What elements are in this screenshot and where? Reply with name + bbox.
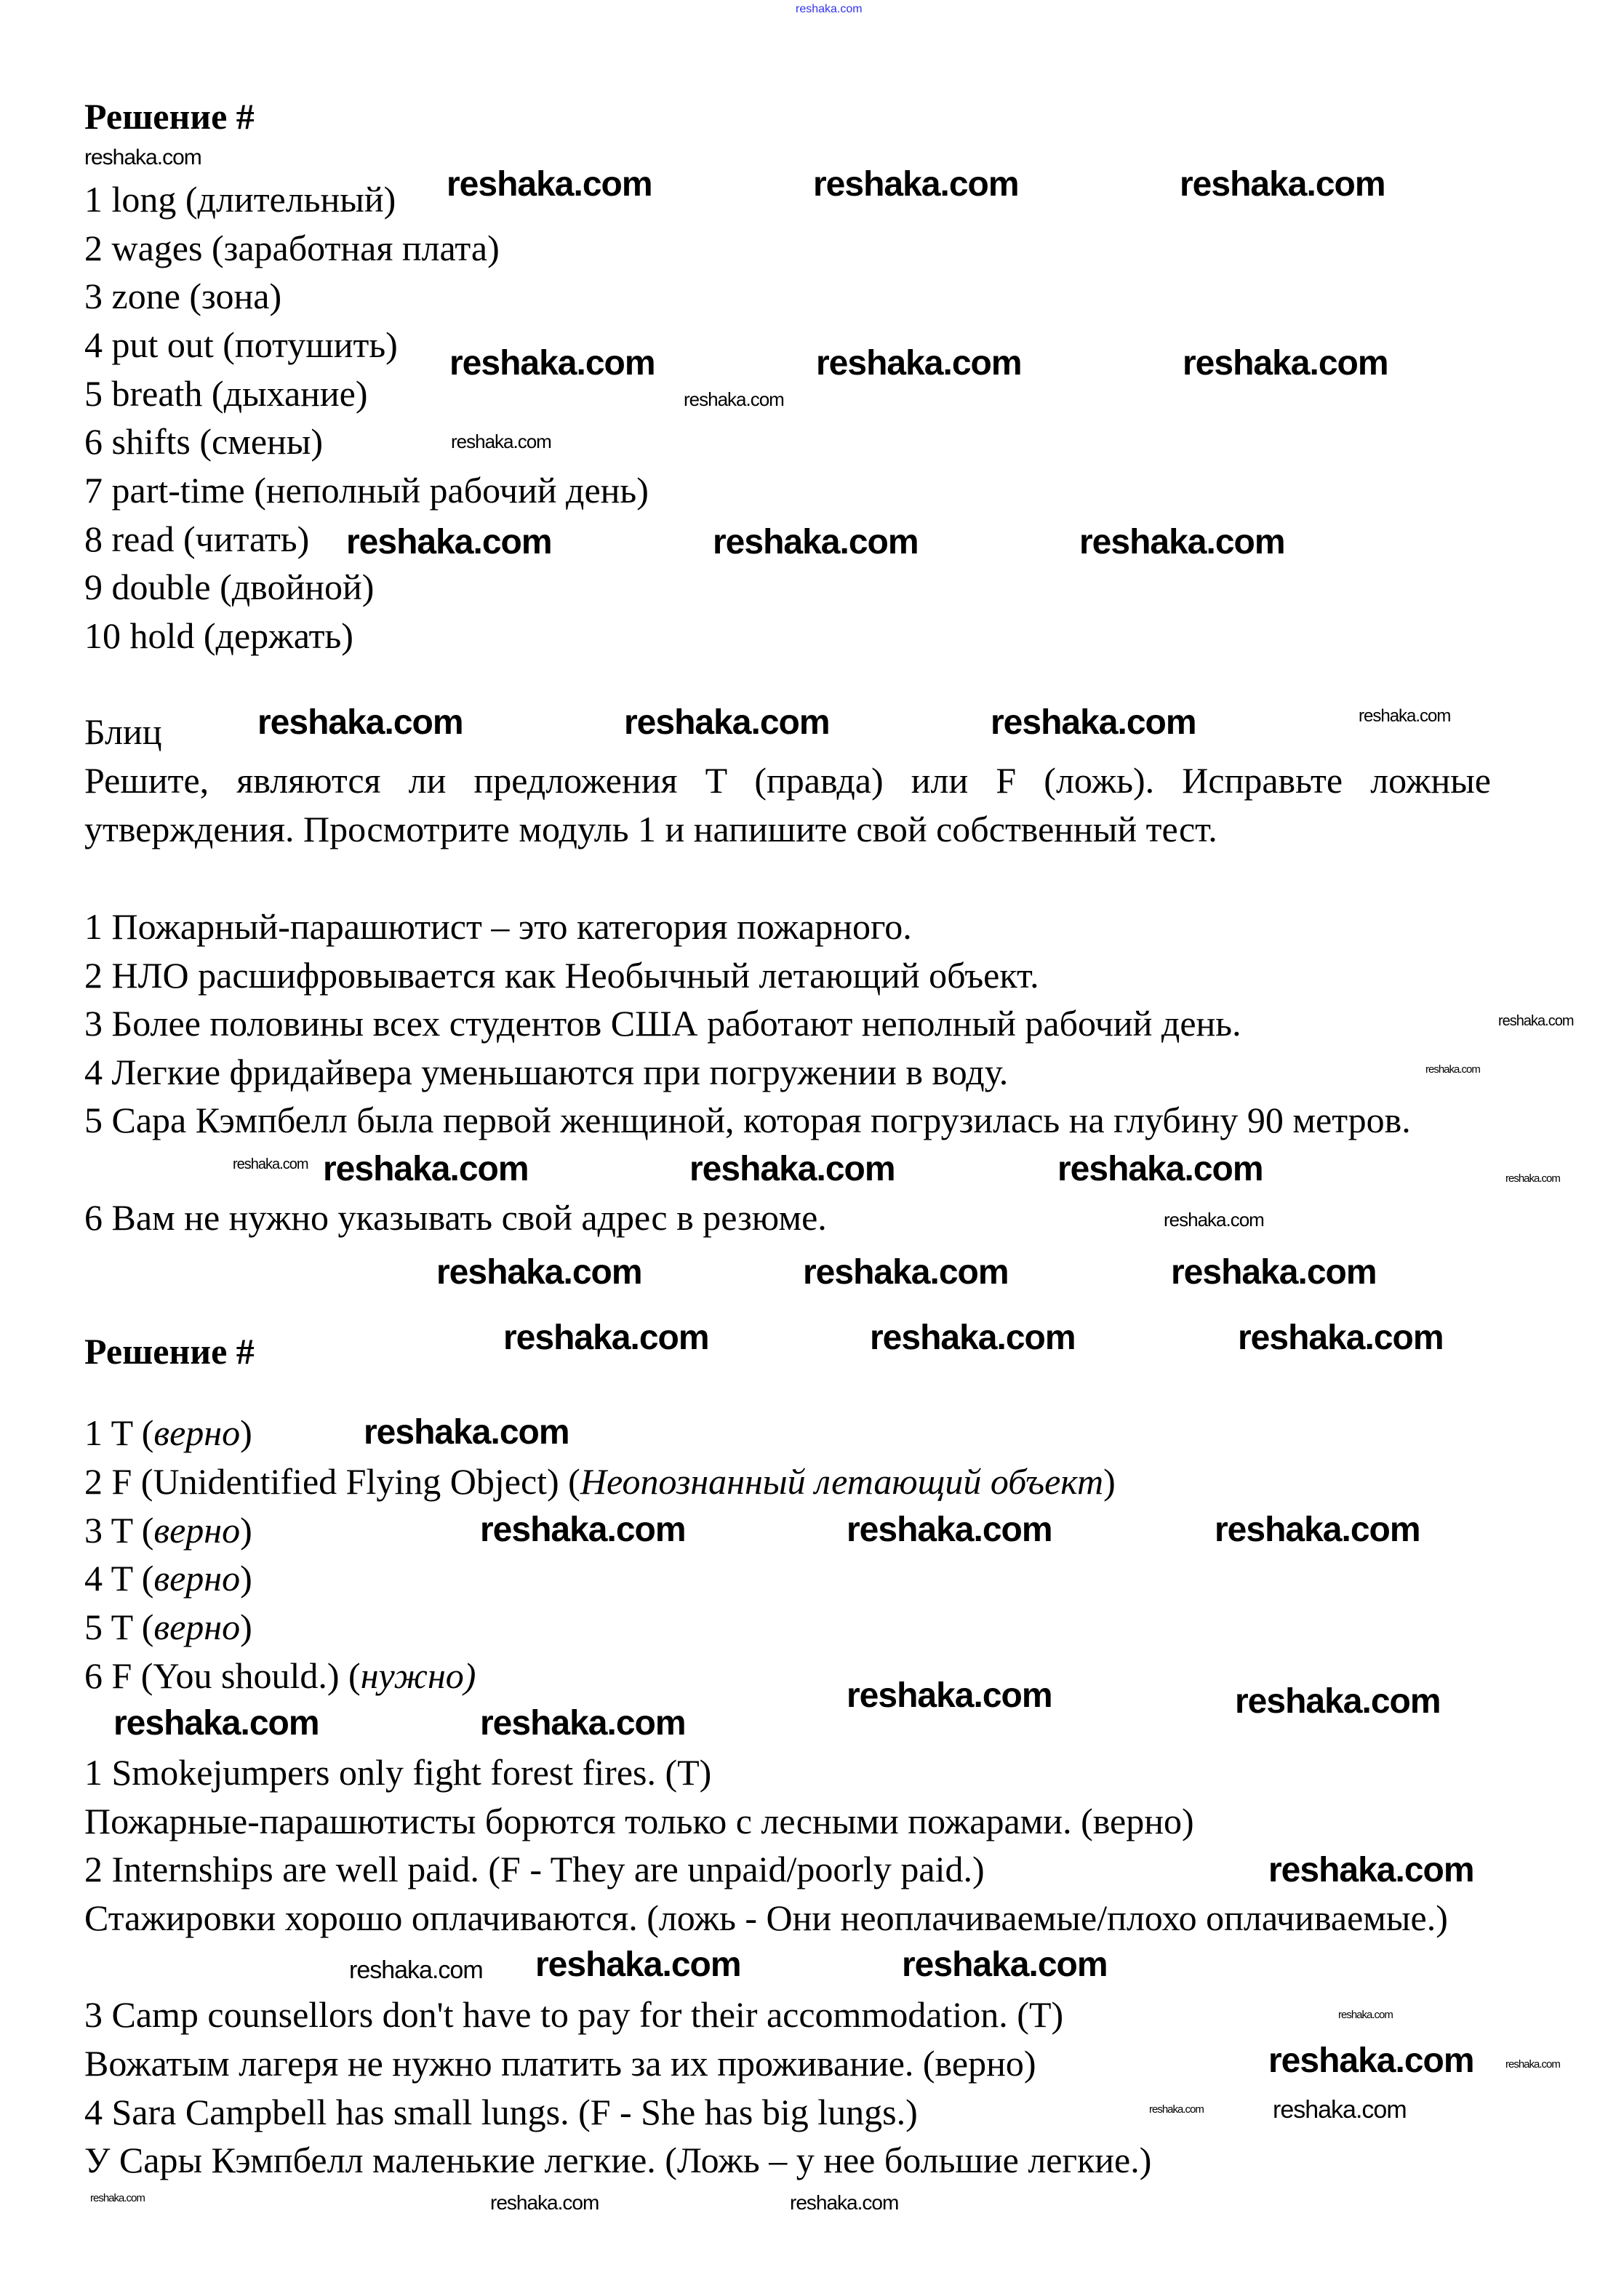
test-line: У Сары Кэмпбелл маленькие легкие. (Ложь – у нее большие легкие.) bbox=[84, 2140, 1152, 2180]
answer-end: ) bbox=[240, 1510, 252, 1551]
answer-line bbox=[84, 1460, 1116, 1503]
watermark: reshaka.com bbox=[1338, 2009, 1393, 2021]
answer-line bbox=[84, 1556, 252, 1600]
watermark: reshaka.com bbox=[1505, 1172, 1560, 1185]
test-line: 4 Sara Campbell has small lungs. (F - She has big lungs.) bbox=[84, 2092, 918, 2132]
watermark: reshaka.com bbox=[1183, 344, 1388, 383]
watermark: reshaka.com bbox=[1268, 1851, 1474, 1889]
answer-line: 4 put out (потушить) bbox=[84, 324, 398, 365]
test-line: 2 Internships are well paid. (F - They are unpaid/poorly paid.) bbox=[84, 1849, 985, 1889]
watermark: reshaka.com bbox=[1498, 1013, 1574, 1029]
answer-line: 2 wages (заработная плата) bbox=[84, 228, 500, 268]
watermark: reshaka.com bbox=[257, 703, 463, 742]
test-line: Пожарные-парашютисты борются только с лесными пожарами. (верно) bbox=[84, 1801, 1194, 1841]
answer-main: 6 F (You should.) ( bbox=[84, 1655, 361, 1696]
watermark: reshaka.com bbox=[870, 1319, 1076, 1357]
watermark: reshaka.com bbox=[713, 523, 919, 561]
test-line: Вожатым лагеря не нужно платить за их проживание. (верно) bbox=[84, 2043, 1036, 2084]
test-line: Стажировки хорошо оплачиваются. (ложь - Они неоплачиваемые/плохо оплачиваемые.) bbox=[84, 1897, 1448, 1938]
watermark: reshaka.com bbox=[436, 1253, 642, 1292]
blitz-title: Блиц bbox=[84, 711, 162, 752]
watermark: reshaka.com bbox=[480, 1511, 686, 1549]
watermark: reshaka.com bbox=[84, 145, 201, 169]
watermark: reshaka.com bbox=[364, 1413, 569, 1452]
blitz-item: 1 Пожарный-парашютист – это категория пожарного. bbox=[84, 906, 912, 947]
solution-heading: Решение # bbox=[84, 96, 255, 137]
answer-line: 7 part-time (неполный рабочий день) bbox=[84, 470, 649, 511]
watermark: reshaka.com bbox=[449, 344, 655, 383]
watermark: reshaka.com bbox=[1164, 1209, 1264, 1231]
answer-main: 1 T ( bbox=[84, 1412, 154, 1453]
watermark: reshaka.com bbox=[847, 1511, 1052, 1549]
answer-line bbox=[84, 1508, 252, 1552]
watermark: reshaka.com bbox=[1171, 1253, 1377, 1292]
watermark: reshaka.com bbox=[1057, 1150, 1263, 1188]
watermark: reshaka.com bbox=[480, 1704, 686, 1743]
header-watermark-link[interactable]: reshaka.com bbox=[796, 3, 863, 15]
answer-line: 10 hold (держать) bbox=[84, 615, 353, 656]
answer-main: 5 T ( bbox=[84, 1607, 154, 1647]
blitz-item: 3 Более половины всех студентов США работают неполный рабочий день. bbox=[84, 1003, 1241, 1044]
watermark: reshaka.com bbox=[346, 523, 552, 561]
blitz-instructions: Решите, являются ли предложения T (правда) или F (ложь). Исправьте ложные утверждения. Просмотрите модуль 1 и напишите свой собственный тест. bbox=[84, 760, 1492, 849]
answer-line bbox=[84, 1411, 252, 1455]
watermark: reshaka.com bbox=[991, 703, 1196, 742]
watermark: reshaka.com bbox=[535, 1945, 741, 1984]
answer-note: верно bbox=[153, 1607, 241, 1647]
blitz-item: 5 Сара Кэмпбелл была первой женщиной, которая погрузилась на глубину 90 метров. bbox=[84, 1100, 1411, 1140]
watermark: reshaka.com bbox=[233, 1156, 308, 1172]
blitz-item: 4 Легкие фридайвера уменьшаются при погружении в воду. bbox=[84, 1052, 1009, 1092]
watermark: reshaka.com bbox=[1425, 1063, 1480, 1076]
watermark: reshaka.com bbox=[624, 703, 830, 742]
answer-end: ) bbox=[1103, 1461, 1116, 1502]
answer-note: верно bbox=[153, 1558, 241, 1599]
watermark: reshaka.com bbox=[816, 344, 1022, 383]
answer-end: ) bbox=[240, 1607, 252, 1647]
watermark: reshaka.com bbox=[902, 1945, 1108, 1984]
answer-main: 3 T ( bbox=[84, 1510, 154, 1551]
answer-note: верно bbox=[153, 1510, 241, 1551]
blitz-item: 2 НЛО расшифровывается как Необычный летающий объект. bbox=[84, 955, 1039, 996]
answer-end: ) bbox=[240, 1558, 252, 1599]
watermark: reshaka.com bbox=[90, 2192, 145, 2204]
watermark: reshaka.com bbox=[1215, 1511, 1420, 1549]
test-line: 3 Camp counsellors don't have to pay for their accommodation. (T) bbox=[84, 1994, 1064, 2035]
watermark: reshaka.com bbox=[490, 2191, 599, 2214]
watermark: reshaka.com bbox=[1180, 165, 1385, 204]
watermark: reshaka.com bbox=[1079, 523, 1285, 561]
watermark: reshaka.com bbox=[447, 165, 652, 204]
watermark: reshaka.com bbox=[689, 1150, 895, 1188]
watermark: reshaka.com bbox=[451, 431, 551, 452]
answer-main: 4 T ( bbox=[84, 1558, 154, 1599]
answer-line: 3 zone (зона) bbox=[84, 276, 282, 316]
blitz-item: 6 Вам не нужно указывать свой адрес в резюме. bbox=[84, 1197, 827, 1238]
solution-heading: Решение # bbox=[84, 1331, 255, 1372]
answer-line: 9 double (двойной) bbox=[84, 567, 375, 607]
answer-end: ) bbox=[240, 1412, 252, 1453]
watermark: reshaka.com bbox=[1268, 2041, 1474, 2080]
watermark: reshaka.com bbox=[1238, 1319, 1444, 1357]
watermark: reshaka.com bbox=[684, 388, 784, 410]
test-line: 1 Smokejumpers only fight forest fires. (T) bbox=[84, 1752, 712, 1793]
watermark: reshaka.com bbox=[1273, 2096, 1407, 2124]
answer-note: Неопознанный летающий объект bbox=[580, 1461, 1104, 1502]
watermark: reshaka.com bbox=[847, 1676, 1052, 1715]
answer-note: верно bbox=[153, 1412, 241, 1453]
answer-note: нужно) bbox=[360, 1655, 476, 1696]
answer-line: 6 shifts (смены) bbox=[84, 421, 324, 462]
watermark: reshaka.com bbox=[1235, 1682, 1441, 1721]
watermark: reshaka.com bbox=[1505, 2058, 1560, 2071]
answer-line bbox=[84, 1605, 252, 1649]
watermark: reshaka.com bbox=[349, 1956, 483, 1984]
watermark: reshaka.com bbox=[503, 1319, 709, 1357]
answer-line: 5 breath (дыхание) bbox=[84, 373, 368, 414]
watermark: reshaka.com bbox=[113, 1704, 319, 1743]
answer-line bbox=[84, 1654, 476, 1697]
answer-main: 2 F (Unidentified Flying Object) ( bbox=[84, 1461, 580, 1502]
answer-line: 1 long (длительный) bbox=[84, 179, 396, 220]
watermark: reshaka.com bbox=[1359, 706, 1451, 726]
watermark: reshaka.com bbox=[1149, 2103, 1204, 2116]
answer-line: 8 read (читать) bbox=[84, 519, 310, 559]
watermark: reshaka.com bbox=[790, 2191, 899, 2214]
watermark: reshaka.com bbox=[803, 1253, 1009, 1292]
watermark: reshaka.com bbox=[813, 165, 1019, 204]
watermark: reshaka.com bbox=[323, 1150, 529, 1188]
